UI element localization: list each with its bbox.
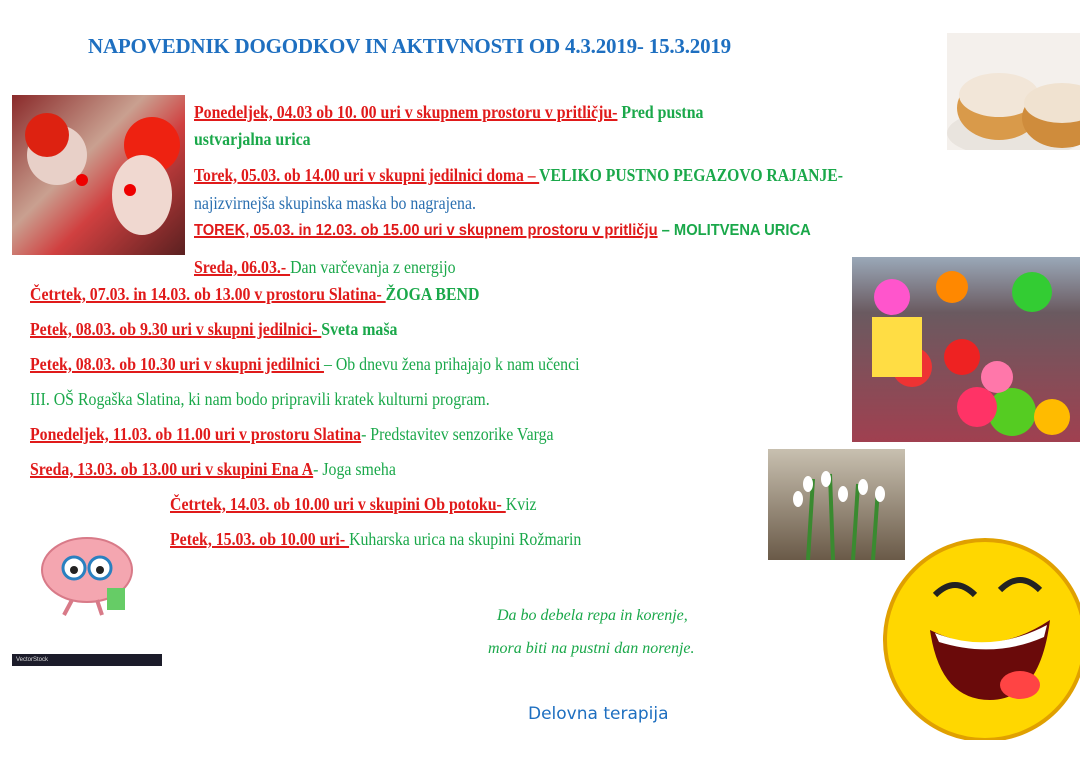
event-date: Petek, 08.03. ob 9.30 uri v skupni jedilnici- [30,319,322,339]
event-activity: – Ob dnevu žena prihajajo k nam učenci [323,354,580,374]
event-line [194,102,703,123]
clowns-photo [12,95,185,255]
event-activity: VELIKO PUSTNO PEGAZOVO RAJANJE- [539,165,843,185]
event-activity: Sveta maša [321,319,398,339]
event-line [30,354,580,375]
event-date: Sreda, 06.03.- [194,257,291,277]
event-activity: III. OŠ Rogaška Slatina, ki nam bodo pripravili kratek kulturni program. [30,389,490,409]
carnival-crowd-photo [852,257,1080,442]
event-date: Sreda, 13.03. ob 13.00 uri v skupini Ena A [30,459,314,479]
poem-line: Da bo debela repa in korenje, [497,607,688,624]
event-date: Četrtek, 07.03. in 14.03. ob 13.00 v prostoru Slatina- [30,284,386,304]
event-activity: Kuharska urica na skupini Rožmarin [349,529,582,549]
vectorstock-watermark: VectorStock [12,654,162,666]
event-activity: Pred pustna [617,102,704,122]
event-line [194,193,476,214]
event-activity: ustvarjalna urica [194,129,311,149]
event-line [194,165,843,186]
event-activity: ŽOGA BEND [385,284,480,304]
poem-line: mora biti na pustni dan norenje. [488,640,695,657]
event-line [170,529,581,550]
donuts-photo [947,33,1080,150]
event-activity: - Predstavitev senzorike Varga [361,424,554,444]
event-line [30,319,397,340]
event-activity: – MOLITVENA URICA [657,222,811,239]
event-date: Torek, 05.03. ob 14.00 uri v skupni jedilnici doma – [194,165,540,185]
event-line [30,284,479,305]
signature: Delovna terapija [528,704,669,724]
event-activity: - Joga smeha [313,459,396,479]
event-line [194,257,456,278]
event-date: Ponedeljek, 11.03. ob 11.00 uri v prostoru Slatina [30,424,362,444]
event-activity: Kviz [505,494,537,514]
event-line [30,459,396,480]
event-date: Petek, 08.03. ob 10.30 uri v skupni jedilnici [30,354,324,374]
event-date: TOREK, 05.03. in 12.03. ob 15.00 uri v skupnem prostoru v pritličju [194,222,658,239]
event-line [194,129,311,150]
event-date: Petek, 15.03. ob 10.00 uri- [170,529,350,549]
event-line [170,494,537,515]
event-line [194,222,811,240]
event-date: Ponedeljek, 04.03 ob 10. 00 uri v skupnem prostoru v pritličju- [194,102,618,122]
laughing-smiley [880,535,1080,740]
event-activity: Dan varčevanja z energijo [290,257,456,277]
event-line [30,389,490,410]
brain-cartoon [12,500,162,650]
event-activity: najizvirnejša skupinska maska bo nagrajena. [194,193,476,213]
event-date: Četrtek, 14.03. ob 10.00 uri v skupini Ob potoku- [170,494,506,514]
page-title: NAPOVEDNIK DOGODKOV IN AKTIVNOSTI OD 4.3.2019- 15.3.2019 [88,34,731,58]
event-line [30,424,554,445]
